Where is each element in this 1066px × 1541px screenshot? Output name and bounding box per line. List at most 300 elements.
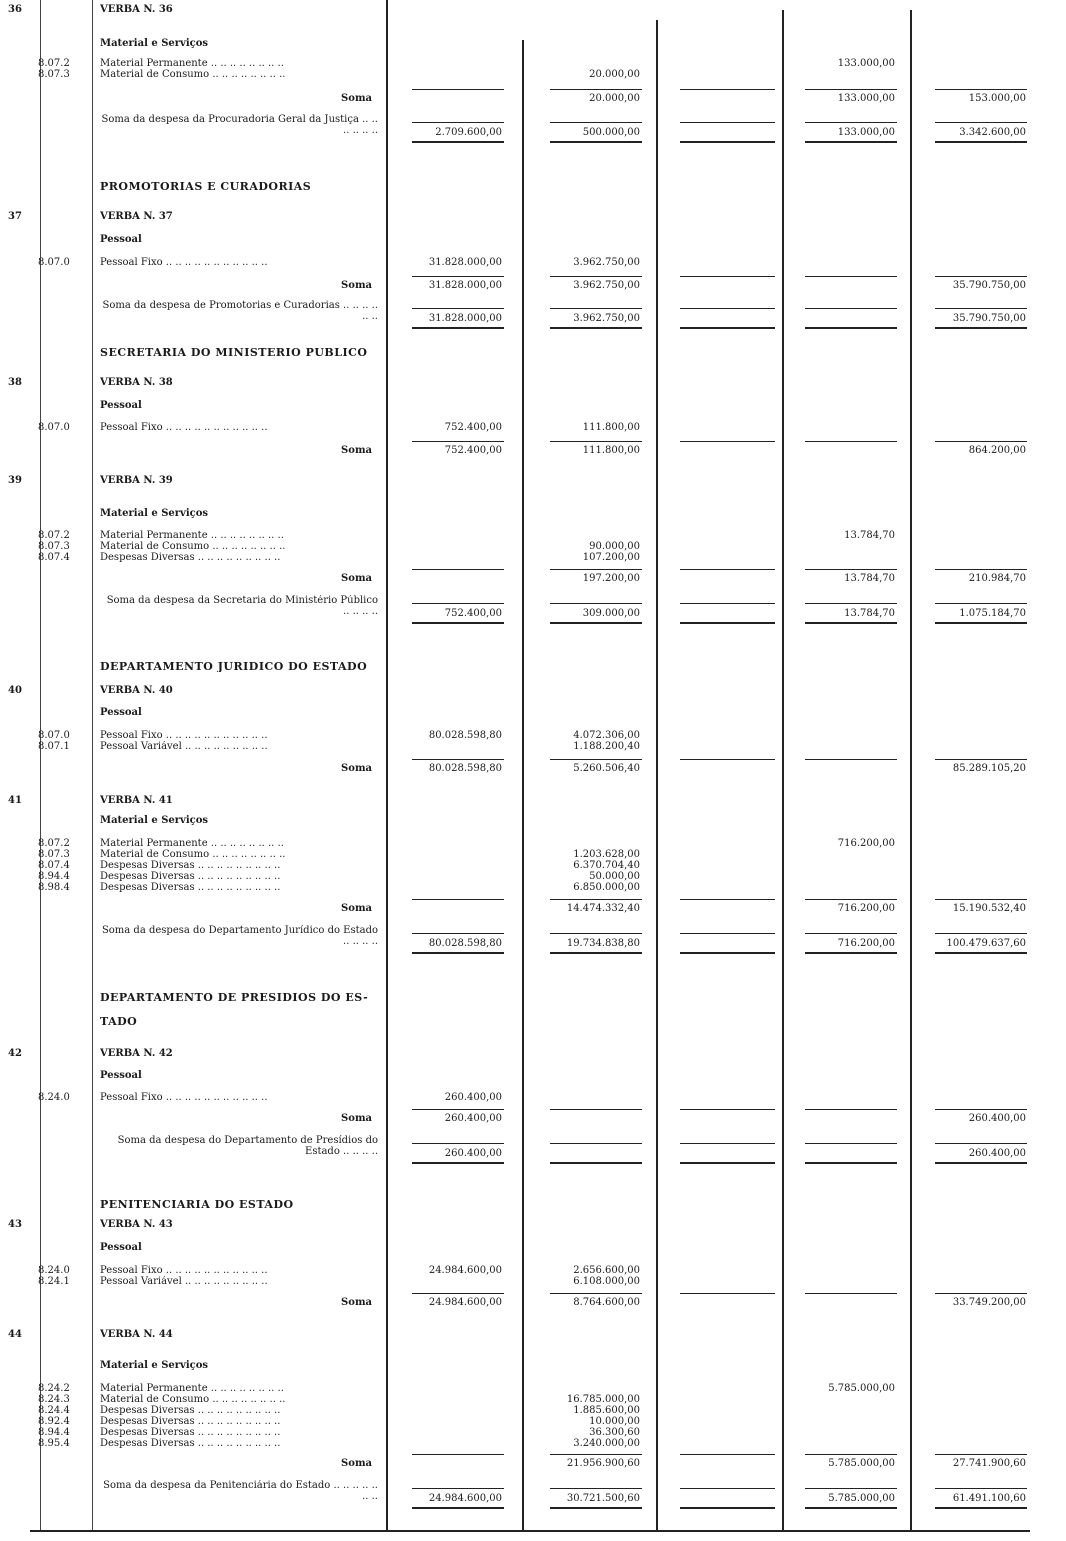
ledger-row — [0, 280, 1066, 291]
ledger-row — [0, 1427, 1066, 1438]
section-heading: SECRETARIA DO MINISTÉRIO PÚBLICO — [100, 347, 368, 358]
sum-rule — [412, 1293, 504, 1294]
sum-rule — [412, 308, 504, 309]
amount-c1: 31.828.000,00 — [428, 257, 502, 268]
sum-rule — [935, 441, 1027, 442]
amount-c4: 716.200,00 — [837, 903, 895, 914]
line-description: VERBA N. 41 — [100, 795, 173, 806]
amount-c1: 24.984.600,00 — [428, 1297, 502, 1308]
sum-rule — [805, 441, 897, 442]
total-rule — [935, 327, 1027, 329]
sum-rule — [550, 276, 642, 277]
sum-label: Soma — [341, 1458, 372, 1469]
ledger-row — [0, 114, 1066, 138]
line-description: VERBA N. 36 — [100, 4, 173, 15]
sum-rule — [805, 89, 897, 90]
total-rule — [412, 327, 504, 329]
sum-label: Soma — [341, 93, 372, 104]
total-label: Soma da despesa do Departamento Jurídico do Estado .. .. .. .. — [101, 925, 378, 947]
account-code: 8.24.1 — [38, 1276, 70, 1287]
account-code: 8.07.2 — [38, 838, 70, 849]
account-code: 8.24.3 — [38, 1394, 70, 1405]
ledger-row — [0, 1135, 1066, 1159]
sum-rule — [412, 89, 504, 90]
ledger-row — [0, 1458, 1066, 1469]
ledger-row — [0, 1265, 1066, 1276]
sum-rule — [550, 603, 642, 604]
line-description: Despesas Diversas .. .. .. .. .. .. .. .. .. — [100, 860, 281, 871]
ledger-row — [0, 838, 1066, 849]
account-code: 8.07.2 — [38, 58, 70, 69]
sum-label: Soma — [341, 1113, 372, 1124]
account-code: 8.94.4 — [38, 871, 70, 882]
line-description: Pessoal — [100, 1070, 142, 1081]
sum-rule — [412, 603, 504, 604]
ledger-row — [0, 849, 1066, 860]
ledger-row — [0, 815, 1066, 826]
ledger-row — [0, 475, 1066, 486]
amount-c4: 716.200,00 — [837, 938, 895, 949]
account-code: 8.07.3 — [38, 541, 70, 552]
section-heading: DEPARTAMENTO DE PRESÍDIOS DO ES- — [100, 992, 369, 1003]
item-number: 39 — [8, 475, 22, 486]
line-description: Despesas Diversas .. .. .. .. .. .. .. .. .. — [100, 1405, 281, 1416]
sum-rule — [680, 1143, 775, 1144]
total-rule — [680, 1162, 775, 1164]
section-heading: TADO — [100, 1016, 138, 1027]
line-description: Material Permanente .. .. .. .. .. .. .. .. — [100, 58, 284, 69]
line-description: VERBA N. 44 — [100, 1329, 173, 1340]
total-rule — [805, 141, 897, 143]
account-code: 8.95.4 — [38, 1438, 70, 1449]
amount-c5: 210.984,70 — [968, 573, 1026, 584]
amount-c2: 1.203.628,00 — [573, 849, 640, 860]
sum-rule — [805, 308, 897, 309]
ledger-row — [0, 541, 1066, 552]
account-code: 8.07.3 — [38, 849, 70, 860]
amount-c2: 90.000,00 — [589, 541, 640, 552]
total-rule — [412, 141, 504, 143]
sum-rule — [935, 1143, 1027, 1144]
amount-c4: 5.785.000,00 — [828, 1383, 895, 1394]
amount-c1: 752.400,00 — [444, 422, 502, 433]
total-label: Soma da despesa de Promotorias e Curadorias .. .. .. .. .. .. — [102, 300, 378, 322]
sum-rule — [680, 441, 775, 442]
line-description: Material e Serviços — [100, 1360, 209, 1371]
ledger-row — [0, 400, 1066, 411]
sum-rule — [412, 569, 504, 570]
ledger-row — [0, 1394, 1066, 1405]
line-description: Material de Consumo .. .. .. .. .. .. .. .. — [100, 69, 286, 80]
line-description: Material Permanente .. .. .. .. .. .. .. .. — [100, 530, 284, 541]
ledger-row — [0, 860, 1066, 871]
ledger-row — [0, 4, 1066, 15]
ledger-row — [0, 1016, 1066, 1027]
line-description: Material e Serviços — [100, 38, 209, 49]
ledger-row — [0, 93, 1066, 104]
line-description: Despesas Diversas .. .. .. .. .. .. .. .. .. — [100, 882, 281, 893]
amount-c2: 36.300,60 — [589, 1427, 640, 1438]
amount-c1: 752.400,00 — [444, 445, 502, 456]
amount-c2: 6.370.704,40 — [573, 860, 640, 871]
sum-rule — [805, 569, 897, 570]
amount-c2: 19.734.838,80 — [566, 938, 640, 949]
total-rule — [680, 1507, 775, 1509]
amount-c5: 864.200,00 — [968, 445, 1026, 456]
amount-c2: 50.000,00 — [589, 871, 640, 882]
total-label: Soma da despesa da Penitenciária do Estado .. .. .. .. .. .. .. — [103, 1480, 378, 1502]
sum-rule — [935, 569, 1027, 570]
sum-rule — [935, 933, 1027, 934]
sum-rule — [550, 1143, 642, 1144]
amount-c2: 21.956.900,60 — [566, 1458, 640, 1469]
total-rule — [550, 952, 642, 954]
line-description: VERBA N. 39 — [100, 475, 173, 486]
sum-rule — [680, 122, 775, 123]
ledger-row — [0, 1383, 1066, 1394]
line-description: Material e Serviços — [100, 815, 209, 826]
sum-rule — [935, 308, 1027, 309]
sum-rule — [412, 441, 504, 442]
ledger-row — [0, 211, 1066, 222]
account-code: 8.07.4 — [38, 552, 70, 563]
total-rule — [412, 1162, 504, 1164]
sum-rule — [550, 308, 642, 309]
amount-c2: 14.474.332,40 — [566, 903, 640, 914]
bottom-rule — [30, 1530, 1030, 1532]
ledger-row — [0, 573, 1066, 584]
amount-c5: 1.075.184,70 — [959, 608, 1026, 619]
total-label: Soma da despesa do Departamento de Presídios do Estado .. .. .. .. — [117, 1135, 378, 1157]
line-description: Pessoal — [100, 234, 142, 245]
section-heading: DEPARTAMENTO JURÍDICO DO ESTADO — [100, 661, 368, 672]
sum-rule — [805, 603, 897, 604]
total-rule — [412, 952, 504, 954]
section-heading: PENITENCIÁRIA DO ESTADO — [100, 1199, 294, 1210]
total-rule — [805, 327, 897, 329]
sum-rule — [935, 122, 1027, 123]
amount-c2: 111.800,00 — [582, 445, 640, 456]
amount-c1: 80.028.598,80 — [428, 763, 502, 774]
sum-rule — [550, 933, 642, 934]
sum-rule — [805, 759, 897, 760]
amount-c5: 3.342.600,00 — [959, 127, 1026, 138]
amount-c2: 111.800,00 — [582, 422, 640, 433]
line-description: Material de Consumo .. .. .. .. .. .. .. .. — [100, 1394, 286, 1405]
amount-c2: 197.200,00 — [582, 573, 640, 584]
account-code: 8.07.2 — [38, 530, 70, 541]
item-number: 43 — [8, 1219, 22, 1230]
sum-rule — [935, 1109, 1027, 1110]
ledger-row — [0, 552, 1066, 563]
sum-rule — [412, 1143, 504, 1144]
line-description: Despesas Diversas .. .. .. .. .. .. .. .. .. — [100, 552, 281, 563]
amount-c2: 16.785.000,00 — [566, 1394, 640, 1405]
ledger-row — [0, 882, 1066, 893]
amount-c2: 3.240.000,00 — [573, 1438, 640, 1449]
account-code: 8.92.4 — [38, 1416, 70, 1427]
total-rule — [550, 1507, 642, 1509]
item-number: 37 — [8, 211, 22, 222]
ledger-row — [0, 1360, 1066, 1371]
ledger-row — [0, 595, 1066, 619]
account-code: 8.24.4 — [38, 1405, 70, 1416]
sum-rule — [805, 1143, 897, 1144]
line-description: VERBA N. 38 — [100, 377, 173, 388]
amount-c1: 260.400,00 — [444, 1092, 502, 1103]
line-description: Pessoal Variável .. .. .. .. .. .. .. .. .. — [100, 741, 268, 752]
amount-c2: 309.000,00 — [582, 608, 640, 619]
amount-c4: 13.784,70 — [844, 573, 895, 584]
sum-rule — [412, 1454, 504, 1455]
total-rule — [805, 952, 897, 954]
ledger-row — [0, 1199, 1066, 1210]
sum-rule — [412, 759, 504, 760]
total-label: Soma da despesa da Secretaria do Ministério Público .. .. .. .. — [106, 595, 378, 617]
amount-c2: 3.962.750,00 — [573, 280, 640, 291]
line-description: Pessoal — [100, 707, 142, 718]
account-code: 8.07.3 — [38, 69, 70, 80]
amount-c2: 1.885.600,00 — [573, 1405, 640, 1416]
sum-rule — [680, 1293, 775, 1294]
sum-rule — [550, 1488, 642, 1489]
ledger-row — [0, 741, 1066, 752]
amount-c2: 10.000,00 — [589, 1416, 640, 1427]
amount-c5: 260.400,00 — [968, 1148, 1026, 1159]
sum-rule — [550, 441, 642, 442]
amount-c2: 5.260.506,40 — [573, 763, 640, 774]
account-code: 8.24.0 — [38, 1265, 70, 1276]
amount-c1: 260.400,00 — [444, 1113, 502, 1124]
amount-c5: 61.491.100,60 — [952, 1493, 1026, 1504]
total-rule — [935, 952, 1027, 954]
line-description: Despesas Diversas .. .. .. .. .. .. .. .. .. — [100, 1438, 281, 1449]
item-number: 41 — [8, 795, 22, 806]
ledger-row — [0, 422, 1066, 433]
total-rule — [805, 1507, 897, 1509]
sum-rule — [550, 759, 642, 760]
account-code: 8.24.0 — [38, 1092, 70, 1103]
total-rule — [935, 1507, 1027, 1509]
sum-rule — [680, 899, 775, 900]
amount-c2: 3.962.750,00 — [573, 257, 640, 268]
total-rule — [805, 622, 897, 624]
sum-rule — [680, 276, 775, 277]
sum-rule — [550, 899, 642, 900]
total-label: Soma da despesa da Procuradoria Geral da Justiça .. .. .. .. .. .. — [101, 114, 378, 136]
amount-c5: 153.000,00 — [968, 93, 1026, 104]
ledger-row — [0, 1405, 1066, 1416]
sum-rule — [805, 276, 897, 277]
total-rule — [805, 1162, 897, 1164]
sum-rule — [935, 1454, 1027, 1455]
item-number: 44 — [8, 1329, 22, 1340]
sum-rule — [935, 603, 1027, 604]
line-description: Material Permanente .. .. .. .. .. .. .. .. — [100, 838, 284, 849]
amount-c1: 80.028.598,80 — [428, 938, 502, 949]
amount-c2: 2.656.600,00 — [573, 1265, 640, 1276]
amount-c2: 6.850.000,00 — [573, 882, 640, 893]
total-rule — [935, 141, 1027, 143]
ledger-row — [0, 1242, 1066, 1253]
total-rule — [680, 327, 775, 329]
ledger-row — [0, 707, 1066, 718]
sum-rule — [550, 1109, 642, 1110]
sum-rule — [935, 1488, 1027, 1489]
ledger-row — [0, 181, 1066, 192]
line-description: Material de Consumo .. .. .. .. .. .. .. .. — [100, 541, 286, 552]
ledger-row — [0, 925, 1066, 949]
total-rule — [935, 1162, 1027, 1164]
ledger-row — [0, 1480, 1066, 1504]
ledger-row — [0, 730, 1066, 741]
amount-c4: 5.785.000,00 — [828, 1458, 895, 1469]
sum-rule — [805, 1109, 897, 1110]
amount-c2: 6.108.000,00 — [573, 1276, 640, 1287]
item-number: 38 — [8, 377, 22, 388]
sum-rule — [680, 308, 775, 309]
ledger-row — [0, 1276, 1066, 1287]
sum-rule — [680, 1454, 775, 1455]
amount-c2: 20.000,00 — [589, 69, 640, 80]
sum-label: Soma — [341, 763, 372, 774]
line-description: Pessoal Fixo .. .. .. .. .. .. .. .. .. .. .. — [100, 730, 268, 741]
item-number: 36 — [8, 4, 22, 15]
ledger-row — [0, 300, 1066, 324]
sum-rule — [550, 122, 642, 123]
line-description: Material e Serviços — [100, 508, 209, 519]
amount-c2: 4.072.306,00 — [573, 730, 640, 741]
line-description: Pessoal Fixo .. .. .. .. .. .. .. .. .. .. .. — [100, 1265, 268, 1276]
line-description: Despesas Diversas .. .. .. .. .. .. .. .. .. — [100, 1416, 281, 1427]
ledger-row — [0, 1113, 1066, 1124]
line-description: VERBA N. 42 — [100, 1048, 173, 1059]
sum-rule — [805, 1454, 897, 1455]
ledger-row — [0, 38, 1066, 49]
ledger-row — [0, 1092, 1066, 1103]
amount-c1: 24.984.600,00 — [428, 1265, 502, 1276]
account-code: 8.07.0 — [38, 257, 70, 268]
line-description: Pessoal Fixo .. .. .. .. .. .. .. .. .. .. .. — [100, 1092, 268, 1103]
amount-c5: 15.190.532,40 — [952, 903, 1026, 914]
total-rule — [412, 1507, 504, 1509]
sum-rule — [935, 1293, 1027, 1294]
total-rule — [412, 622, 504, 624]
item-number: 40 — [8, 685, 22, 696]
ledger-row — [0, 685, 1066, 696]
ledger-row — [0, 234, 1066, 245]
sum-label: Soma — [341, 445, 372, 456]
total-rule — [680, 622, 775, 624]
amount-c2: 107.200,00 — [582, 552, 640, 563]
ledger-row — [0, 445, 1066, 456]
sum-label: Soma — [341, 280, 372, 291]
ledger-row — [0, 58, 1066, 69]
ledger-row — [0, 257, 1066, 268]
amount-c5: 35.790.750,00 — [952, 280, 1026, 291]
sum-rule — [412, 276, 504, 277]
sum-label: Soma — [341, 573, 372, 584]
amount-c5: 27.741.900,60 — [952, 1458, 1026, 1469]
ledger-row — [0, 1070, 1066, 1081]
amount-c5: 100.479.637,60 — [946, 938, 1026, 949]
amount-c2: 20.000,00 — [589, 93, 640, 104]
ledger-row — [0, 1048, 1066, 1059]
line-description: VERBA N. 40 — [100, 685, 173, 696]
ledger-row — [0, 763, 1066, 774]
line-description: Pessoal Fixo .. .. .. .. .. .. .. .. .. .. .. — [100, 422, 268, 433]
amount-c1: 31.828.000,00 — [428, 313, 502, 324]
ledger-row — [0, 1416, 1066, 1427]
ledger-row — [0, 1297, 1066, 1308]
sum-rule — [805, 122, 897, 123]
sum-rule — [680, 1488, 775, 1489]
total-rule — [680, 952, 775, 954]
sum-rule — [805, 1488, 897, 1489]
account-code: 8.07.0 — [38, 422, 70, 433]
line-description: Pessoal — [100, 1242, 142, 1253]
total-rule — [680, 141, 775, 143]
amount-c2: 30.721.500,60 — [566, 1493, 640, 1504]
line-description: VERBA N. 37 — [100, 211, 173, 222]
ledger-row — [0, 992, 1066, 1003]
ledger-row — [0, 69, 1066, 80]
amount-c4: 13.784,70 — [844, 608, 895, 619]
line-description: Pessoal Fixo .. .. .. .. .. .. .. .. .. .. .. — [100, 257, 268, 268]
line-description: Pessoal — [100, 400, 142, 411]
ledger-row — [0, 1329, 1066, 1340]
amount-c2: 1.188.200,40 — [573, 741, 640, 752]
sum-rule — [680, 569, 775, 570]
amount-c4: 716.200,00 — [837, 838, 895, 849]
total-rule — [550, 622, 642, 624]
amount-c1: 260.400,00 — [444, 1148, 502, 1159]
sum-rule — [680, 1109, 775, 1110]
sum-rule — [935, 899, 1027, 900]
line-description: Despesas Diversas .. .. .. .. .. .. .. .. .. — [100, 1427, 281, 1438]
sum-rule — [550, 1454, 642, 1455]
sum-rule — [412, 1109, 504, 1110]
line-description: Pessoal Variável .. .. .. .. .. .. .. .. .. — [100, 1276, 268, 1287]
line-description: Material de Consumo .. .. .. .. .. .. .. .. — [100, 849, 286, 860]
amount-c4: 133.000,00 — [837, 58, 895, 69]
amount-c1: 31.828.000,00 — [428, 280, 502, 291]
line-description: VERBA N. 43 — [100, 1219, 173, 1230]
sum-rule — [412, 933, 504, 934]
ledger-row — [0, 530, 1066, 541]
total-rule — [935, 622, 1027, 624]
sum-rule — [805, 1293, 897, 1294]
amount-c4: 13.784,70 — [844, 530, 895, 541]
total-rule — [550, 141, 642, 143]
ledger-row — [0, 903, 1066, 914]
sum-rule — [805, 933, 897, 934]
item-number: 42 — [8, 1048, 22, 1059]
amount-c2: 500.000,00 — [582, 127, 640, 138]
amount-c4: 133.000,00 — [837, 93, 895, 104]
section-heading: PROMOTORIAS E CURADORIAS — [100, 181, 312, 192]
amount-c1: 24.984.600,00 — [428, 1493, 502, 1504]
sum-label: Soma — [341, 903, 372, 914]
sum-rule — [680, 759, 775, 760]
account-code: 8.98.4 — [38, 882, 70, 893]
sum-rule — [935, 759, 1027, 760]
sum-rule — [412, 122, 504, 123]
amount-c5: 35.790.750,00 — [952, 313, 1026, 324]
amount-c4: 5.785.000,00 — [828, 1493, 895, 1504]
amount-c5: 33.749.200,00 — [952, 1297, 1026, 1308]
amount-c2: 3.962.750,00 — [573, 313, 640, 324]
